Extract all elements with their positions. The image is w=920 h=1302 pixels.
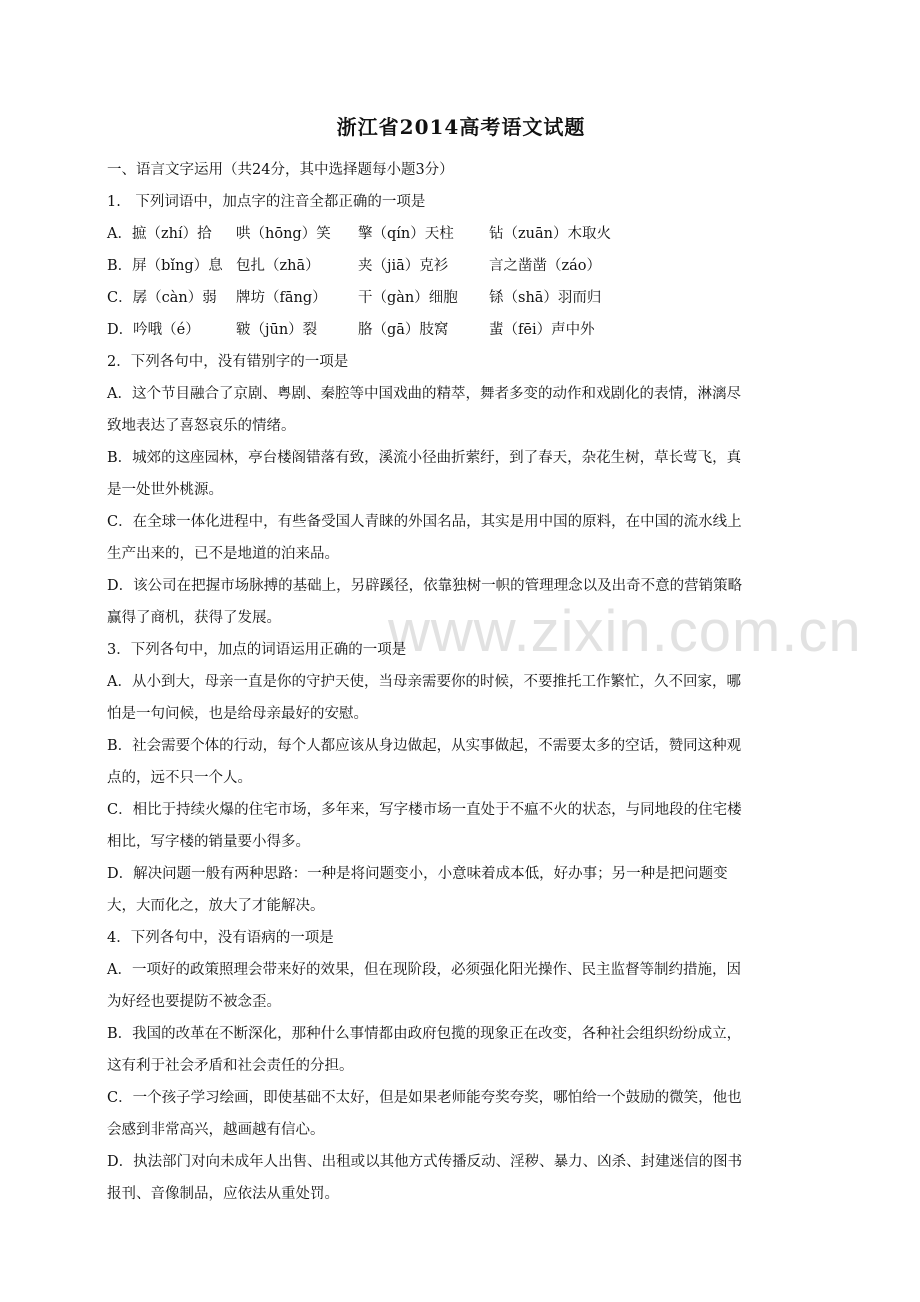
option-item: C．孱（càn）弱 xyxy=(107,290,217,306)
section-heading: 一、语言文字运用（共24分，其中选择题每小题3分） xyxy=(107,162,454,178)
question-2-line: C．在全球一体化进程中，有些备受国人青睐的外国名品，其实是用中国的原料，在中国的流水线上 xyxy=(107,514,742,530)
option-item: 干（gàn）细胞 xyxy=(358,290,458,306)
question-1-option-c xyxy=(107,282,815,314)
option-item: B．屏（bǐng）息 xyxy=(107,258,223,274)
option-item: 皲（jūn）裂 xyxy=(236,322,318,338)
question-3-line: D．解决问题一般有两种思路：一种是将问题变小，小意味着成本低，好办事；另一种是把问题变 xyxy=(107,866,728,882)
option-item: 钻（zuān）木取火 xyxy=(489,226,611,242)
question-2-line: 赢得了商机，获得了发展。 xyxy=(107,610,281,626)
question-4-line: C．一个孩子学习绘画，即使基础不太好，但是如果老师能夸奖夸奖，哪怕给一个鼓励的微笑，他也 xyxy=(107,1090,742,1106)
option-item: 包扎（zhā） xyxy=(236,258,320,274)
question-3-line: 相比，写字楼的销量要小得多。 xyxy=(107,834,310,850)
page-title: 浙江省2014高考语文试题 xyxy=(336,115,586,139)
question-3-line: 大，大而化之，放大了才能解决。 xyxy=(107,898,325,914)
question-2-line: 是一处世外桃源。 xyxy=(107,482,223,498)
option-item: 哄（hōng）笑 xyxy=(236,226,331,242)
option-item: D．吟哦（é） xyxy=(107,322,200,338)
question-4-line: 报刊、音像制品，应依法从重处罚。 xyxy=(107,1186,339,1202)
question-3-stem: 3．下列各句中，加点的词语运用正确的一项是 xyxy=(107,642,407,658)
document-body xyxy=(107,154,815,1210)
option-item: 胳（gā）肢窝 xyxy=(358,322,449,338)
option-item: 蜚（fēi）声中外 xyxy=(489,322,595,338)
question-4-stem: 4．下列各句中，没有语病的一项是 xyxy=(107,930,334,946)
option-item: A．摭（zhí）拾 xyxy=(107,226,212,242)
question-1-stem: 1. 下列词语中，加点字的注音全都正确的一项是 xyxy=(107,194,426,210)
question-2-stem: 2．下列各句中，没有错别字的一项是 xyxy=(107,354,349,370)
question-3-line: 点的，远不只一个人。 xyxy=(107,770,252,786)
question-4-line: 这有利于社会矛盾和社会责任的分担。 xyxy=(107,1058,354,1074)
question-3-line: A．从小到大，母亲一直是你的守护天使，当母亲需要你的时候，不要推托工作繁忙，久不回家，哪 xyxy=(107,674,741,690)
question-3-line: B．社会需要个体的行动，每个人都应该从身边做起，从实事做起，不需要太多的空话，赞同这种观 xyxy=(107,738,742,754)
question-2-line: 致地表达了喜怒哀乐的情绪。 xyxy=(107,418,296,434)
option-item: 牌坊（fāng） xyxy=(236,290,327,306)
question-3-line: C．相比于持续火爆的住宅市场，多年来，写字楼市场一直处于不瘟不火的状态，与同地段的住宅楼 xyxy=(107,802,742,818)
option-item: 言之凿凿（záo） xyxy=(489,258,602,274)
question-1-option-b xyxy=(107,250,815,282)
option-item: 夹（jiā）克衫 xyxy=(358,258,449,274)
question-1-option-a xyxy=(107,218,815,250)
question-4-line: A．一项好的政策照理会带来好的效果，但在现阶段，必须强化阳光操作、民主监督等制约措施，因 xyxy=(107,962,741,978)
question-4-line: 为好经也要提防不被念歪。 xyxy=(107,994,281,1010)
question-2-line: D．该公司在把握市场脉搏的基础上，另辟蹊径，依靠独树一帜的管理理念以及出奇不意的营销策略 xyxy=(107,578,743,594)
option-item: 铩（shā）羽而归 xyxy=(489,290,602,306)
option-item: 擎（qín）天柱 xyxy=(358,226,454,242)
question-2-line: 生产出来的，已不是地道的泊来品。 xyxy=(107,546,339,562)
question-3-line: 怕是一句问候，也是给母亲最好的安慰。 xyxy=(107,706,368,722)
question-2-line: A．这个节目融合了京剧、粤剧、秦腔等中国戏曲的精萃，舞者多变的动作和戏剧化的表情，淋漓尽 xyxy=(107,386,741,402)
watermark: www.zixin.com.cn xyxy=(388,599,862,664)
question-2-line: B．城郊的这座园林，亭台楼阁错落有致，溪流小径曲折萦纡，到了春天，杂花生树，草长莺飞，真 xyxy=(107,450,742,466)
question-4-line: B．我国的改革在不断深化，那种什么事情都由政府包揽的现象正在改变，各种社会组织纷纷成立， xyxy=(107,1026,742,1042)
question-4-line: D．执法部门对向未成年人出售、出租或以其他方式传播反动、淫秽、暴力、凶杀、封建迷信的图书 xyxy=(107,1154,743,1170)
question-1-option-d xyxy=(107,314,815,346)
question-4-line: 会感到非常高兴，越画越有信心。 xyxy=(107,1122,325,1138)
